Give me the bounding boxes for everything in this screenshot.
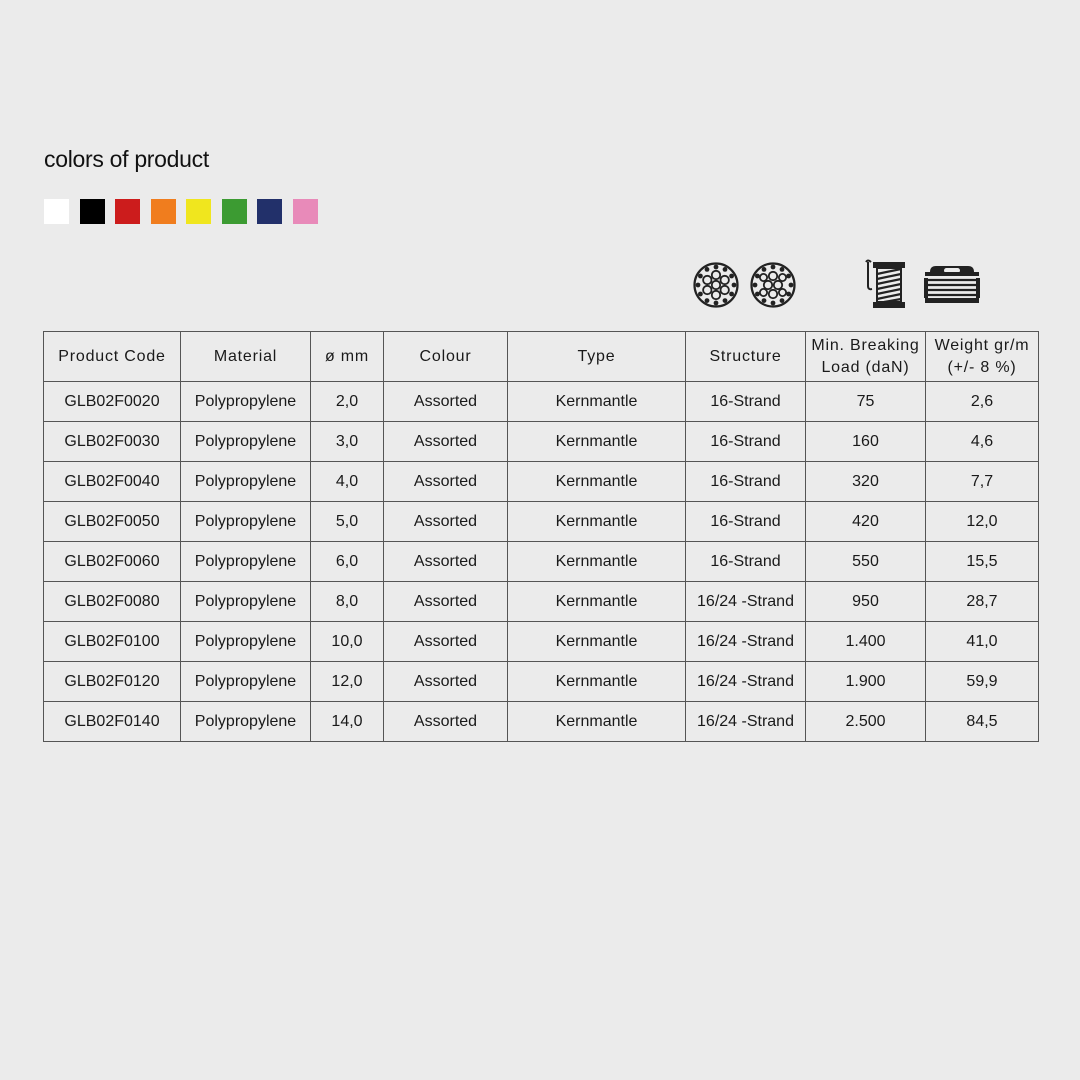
cell-type: Kernmantle	[508, 702, 686, 742]
cell-structure: 16-Strand	[686, 542, 806, 582]
cell-material: Polypropylene	[181, 462, 311, 502]
cell-material: Polypropylene	[181, 582, 311, 622]
cell-structure: 16/24 -Strand	[686, 582, 806, 622]
table-row	[44, 502, 1039, 542]
cell-type: Kernmantle	[508, 662, 686, 702]
cell-code: GLB02F0030	[44, 422, 181, 462]
coil-reel-icon	[922, 262, 982, 308]
cell-colour: Assorted	[384, 382, 508, 422]
cell-diameter: 3,0	[311, 422, 384, 462]
rope-cross-section-icon	[750, 262, 796, 308]
page-title: colors of product	[44, 146, 209, 172]
header-type: Type	[508, 332, 686, 382]
cell-weight: 12,0	[926, 502, 1039, 542]
cell-load: 1.400	[806, 622, 926, 662]
cell-material: Polypropylene	[181, 422, 311, 462]
table-header-row	[44, 332, 1039, 382]
header-material: Material	[181, 332, 311, 382]
cell-diameter: 2,0	[311, 382, 384, 422]
cell-weight: 28,7	[926, 582, 1039, 622]
table-row	[44, 462, 1039, 502]
table-row	[44, 422, 1039, 462]
cell-code: GLB02F0120	[44, 662, 181, 702]
cell-diameter: 4,0	[311, 462, 384, 502]
header-breaking-load	[806, 332, 926, 382]
cell-code: GLB02F0050	[44, 502, 181, 542]
cell-structure: 16/24 -Strand	[686, 622, 806, 662]
cell-weight: 41,0	[926, 622, 1039, 662]
cell-code: GLB02F0100	[44, 622, 181, 662]
cell-material: Polypropylene	[181, 542, 311, 582]
table-row	[44, 622, 1039, 662]
cell-structure: 16/24 -Strand	[686, 662, 806, 702]
header-colour: Colour	[384, 332, 508, 382]
color-swatch-pink	[293, 199, 318, 224]
header-structure: Structure	[686, 332, 806, 382]
cell-code: GLB02F0040	[44, 462, 181, 502]
table-row	[44, 382, 1039, 422]
cell-colour: Assorted	[384, 622, 508, 662]
header-breaking-load-line1: Min. Breaking	[811, 336, 920, 354]
table-row	[44, 582, 1039, 622]
cell-type: Kernmantle	[508, 582, 686, 622]
cell-structure: 16-Strand	[686, 462, 806, 502]
cell-type: Kernmantle	[508, 542, 686, 582]
cell-load: 160	[806, 422, 926, 462]
color-swatch-yellow	[186, 199, 211, 224]
cell-diameter: 14,0	[311, 702, 384, 742]
header-breaking-load-line2: Load (daN)	[821, 358, 910, 376]
cell-colour: Assorted	[384, 702, 508, 742]
header-product-code: Product Code	[44, 332, 181, 382]
cell-colour: Assorted	[384, 662, 508, 702]
color-swatch-green	[222, 199, 247, 224]
cell-diameter: 6,0	[311, 542, 384, 582]
cell-material: Polypropylene	[181, 662, 311, 702]
cell-type: Kernmantle	[508, 382, 686, 422]
rope-cross-section-icon	[693, 262, 739, 308]
cell-weight: 7,7	[926, 462, 1039, 502]
cell-code: GLB02F0140	[44, 702, 181, 742]
cell-type: Kernmantle	[508, 622, 686, 662]
color-swatches	[44, 199, 328, 224]
cell-diameter: 8,0	[311, 582, 384, 622]
cell-weight: 15,5	[926, 542, 1039, 582]
cell-load: 550	[806, 542, 926, 582]
cell-structure: 16-Strand	[686, 382, 806, 422]
color-swatch-navy	[257, 199, 282, 224]
spool-icon	[860, 258, 910, 312]
cell-type: Kernmantle	[508, 502, 686, 542]
cell-weight: 4,6	[926, 422, 1039, 462]
cell-load: 950	[806, 582, 926, 622]
cell-load: 320	[806, 462, 926, 502]
cell-load: 420	[806, 502, 926, 542]
cell-material: Polypropylene	[181, 622, 311, 662]
cell-weight: 84,5	[926, 702, 1039, 742]
header-weight-line2: (+/- 8 %)	[947, 358, 1017, 376]
cell-code: GLB02F0020	[44, 382, 181, 422]
cell-material: Polypropylene	[181, 382, 311, 422]
color-swatch-black	[80, 199, 105, 224]
table-row	[44, 702, 1039, 742]
cell-colour: Assorted	[384, 582, 508, 622]
cell-colour: Assorted	[384, 422, 508, 462]
cell-diameter: 10,0	[311, 622, 384, 662]
cell-code: GLB02F0080	[44, 582, 181, 622]
cell-structure: 16-Strand	[686, 422, 806, 462]
cell-colour: Assorted	[384, 462, 508, 502]
cell-colour: Assorted	[384, 542, 508, 582]
color-swatch-white	[44, 199, 69, 224]
cell-type: Kernmantle	[508, 462, 686, 502]
cell-weight: 59,9	[926, 662, 1039, 702]
cell-load: 2.500	[806, 702, 926, 742]
cell-type: Kernmantle	[508, 422, 686, 462]
cell-diameter: 12,0	[311, 662, 384, 702]
header-diameter: ø mm	[311, 332, 384, 382]
cell-load: 1.900	[806, 662, 926, 702]
color-swatch-red	[115, 199, 140, 224]
cell-code: GLB02F0060	[44, 542, 181, 582]
table-body	[44, 382, 1039, 742]
color-swatch-orange	[151, 199, 176, 224]
cell-structure: 16/24 -Strand	[686, 702, 806, 742]
cell-diameter: 5,0	[311, 502, 384, 542]
header-weight	[926, 332, 1039, 382]
cell-load: 75	[806, 382, 926, 422]
table-row	[44, 542, 1039, 582]
cell-material: Polypropylene	[181, 702, 311, 742]
cell-material: Polypropylene	[181, 502, 311, 542]
table-row	[44, 662, 1039, 702]
cell-weight: 2,6	[926, 382, 1039, 422]
cell-colour: Assorted	[384, 502, 508, 542]
cell-structure: 16-Strand	[686, 502, 806, 542]
header-weight-line1: Weight gr/m	[934, 336, 1030, 354]
product-spec-table	[43, 331, 1039, 742]
